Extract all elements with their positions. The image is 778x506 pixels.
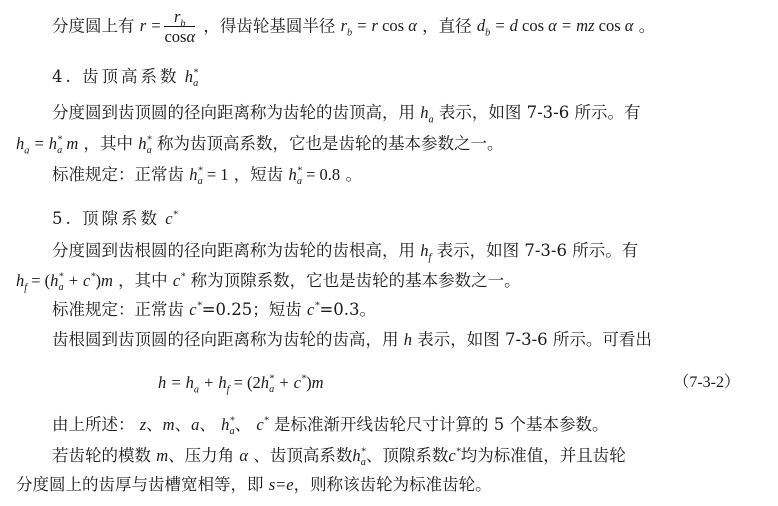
equation-7-3-2: $h = h_a + h_f = (2h^*_a + c^*)m$ [158,373,324,396]
standard-clearance: 标准规定：正常齿 c*=0.25；短齿 c*=0.3。 [52,300,377,319]
paragraph-base-circle: 分度圆上有 r = $\frac{r_b}{\cos\alpha}$ ，得齿轮基圆半径 $r_b = r$ cos α ，直径 $d_b = d$ cos α = mz cos α 。 [52,7,656,46]
paragraph-summary: 由上所述： z、m、a、 $h^*_a$、 c* 是标准渐开线齿轮尺寸计算的 5 个基本参数。 [52,415,609,438]
paragraph-standard-gear-line1: 若齿轮的模数 m、压力角 α 、齿顶高系数$h^*_a$、顶隙系数c*均为标准值，并且齿轮 [52,446,626,469]
formula-ha: $h_a = h^*_a$ m [16,134,79,157]
standard-addendum: 标准规定：正常齿 $h^*_a = 1$ ，短齿 $h^*_a = 0.8$ 。 [52,165,362,188]
section-heading-4: 4. 齿顶高系数 $h^*_a$ [52,67,199,90]
symbol-c-star: c* [165,209,178,228]
formula-db: $d_b = d$ cos α = mz cos α [476,16,634,39]
formula-r: r = $\frac{r_b}{\cos\alpha}$ [139,7,196,46]
section-heading-5: 5. 顶隙系数 c* [52,209,178,228]
paragraph-addendum-line2: $h_a = h^*_a$ m ，其中 $h^*_a$ 称为齿顶高系数，它也是齿轮的基本参数之一。 [16,134,504,157]
symbol-ha-star: $h^*_a$ [184,67,199,90]
equation-number: （7-3-2） [673,374,740,391]
paragraph-whole-depth: 齿根圆到齿顶圆的径向距离称为齿轮的齿高，用 h 表示，如图 7-3-6 所示。可看出 [52,330,652,349]
paragraph-addendum-line1: 分度圆到齿顶圆的径向距离称为齿轮的齿顶高，用 $h_a$ 表示，如图 7-3-6 所示。有 [52,103,641,126]
paragraph-dedendum-line1: 分度圆到齿根圆的径向距离称为齿轮的齿根高，用 $h_f$ 表示，如图 7-3-6 所示。有 [52,241,639,264]
formula-rb: $r_b = r$ cos α [340,16,417,39]
formula-hf: $h_f = (h^*_a + c^*)m$ [16,271,113,294]
paragraph-dedendum-line2: $h_f = (h^*_a + c^*)m$ ，其中 c* 称为顶隙系数，它也是齿轮的基本参数之一。 [16,271,521,294]
paragraph-standard-gear-line2: 分度圆上的齿厚与齿槽宽相等，即 s=e，则称该齿轮为标准齿轮。 [16,475,492,494]
